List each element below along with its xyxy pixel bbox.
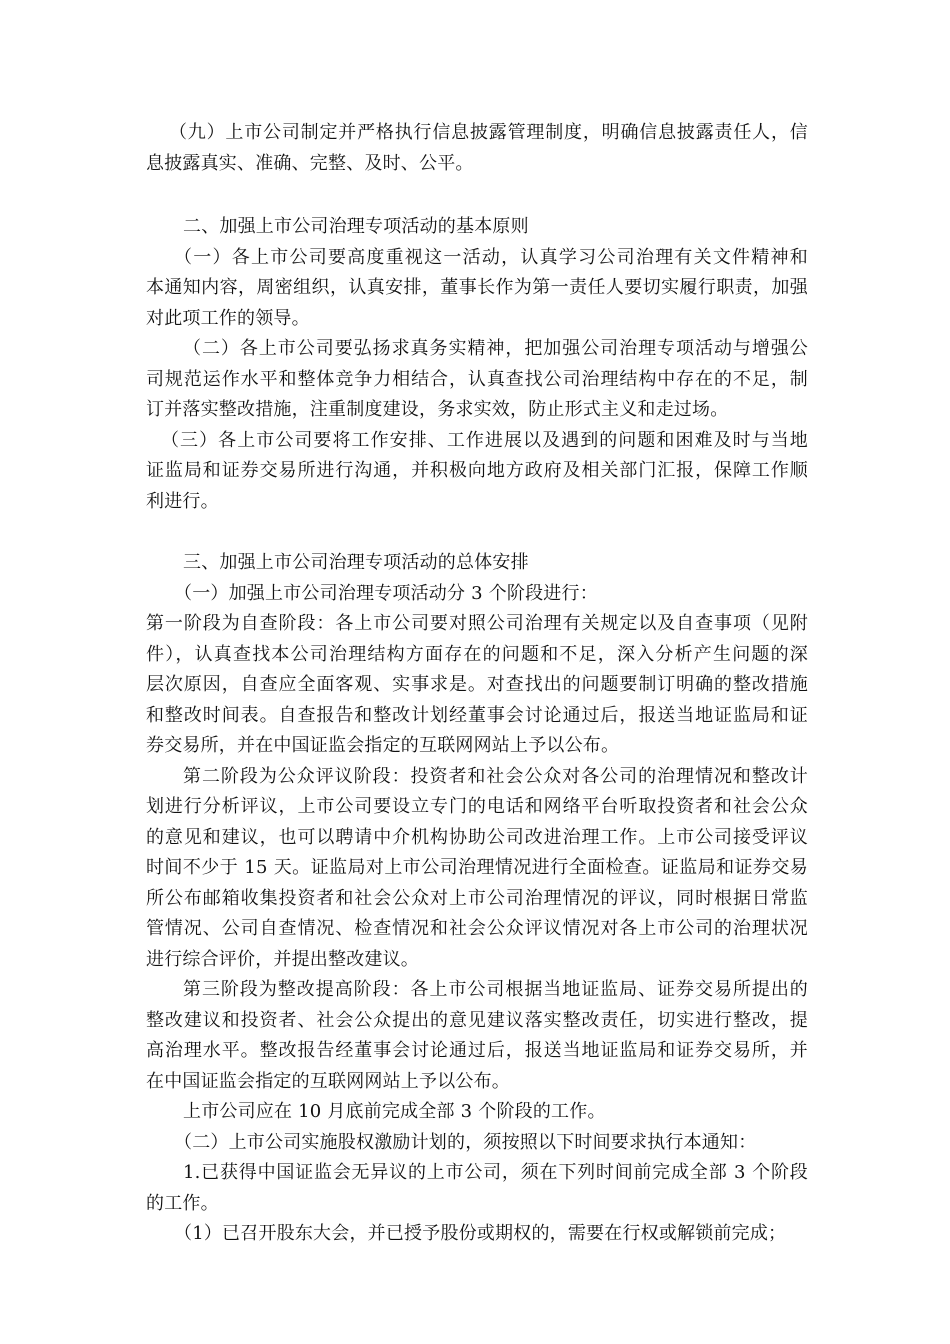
text-line: 进行综合评价，并提出整改建议。 [146, 948, 419, 970]
text-line: （二）上市公司实施股权激励计划的，须按照以下时间要求执行本通知： [174, 1131, 757, 1153]
text-line: 司规范运作水平和整体竞争力相结合，认真查找公司治理结构中存在的不足，制 [146, 368, 808, 390]
text-line: 的工作。 [146, 1192, 219, 1214]
text-line: （二）各上市公司要弘扬求真务实精神，把加强公司治理专项活动与增强公 [183, 338, 808, 359]
paragraph-gap [146, 179, 808, 212]
text-line: 订并落实整改措施，注重制度建设，务求实效，防止形式主义和走过场。 [146, 399, 729, 420]
text-line: 1.已获得中国证监会无异议的上市公司，须在下列时间前完成全部 3 个阶段 [183, 1162, 808, 1183]
text-line: （九）上市公司制定并严格执行信息披露管理制度，明确信息披露责任人，信 [169, 122, 808, 143]
text-line: 息披露真实、准确、完整、及时、公平。 [146, 152, 474, 174]
text-line: 第三阶段为整改提高阶段：各上市公司根据当地证监局、证券交易所提出的 [183, 979, 808, 1000]
paragraph-gap [146, 517, 808, 548]
text-line: （1）已召开股东大会，并已授予股份或期权的，需要在行权或解锁前完成； [174, 1223, 787, 1244]
text-line: 所公布邮箱收集投资者和社会公众对上市公司治理情况的评议，同时根据日常监 [146, 887, 808, 909]
section-heading: 三、加强上市公司治理专项活动的总体安排 [183, 552, 529, 573]
section-heading: 二、加强上市公司治理专项活动的基本原则 [183, 216, 529, 237]
text-line: 对此项工作的领导。 [146, 307, 310, 329]
text-line: 时间不少于 15 天。证监局对上市公司治理情况进行全面检查。证监局和证券交易 [146, 857, 808, 878]
text-line: 层次原因，自查应全面客观、实事求是。对查找出的问题要制订明确的整改措施 [146, 674, 808, 695]
text-line: 本通知内容，周密组织，认真安排，董事长作为第一责任人要切实履行职责，加强 [146, 277, 808, 298]
document-page [146, 118, 808, 1250]
text-line: 券交易所，并在中国证监会指定的互联网网站上予以公布。 [146, 735, 620, 756]
text-line: 的意见和建议，也可以聘请中介机构协助公司改进治理工作。上市公司接受评议 [146, 826, 808, 848]
text-line: 证监局和证券交易所进行沟通，并积极向地方政府及相关部门汇报，保障工作顺 [146, 460, 808, 481]
text-line: 上市公司应在 10 月底前完成全部 3 个阶段的工作。 [183, 1101, 606, 1122]
text-line: 高治理水平。整改报告经董事会讨论通过后，报送当地证监局和证券交易所，并 [146, 1040, 808, 1061]
text-line: 利进行。 [146, 490, 219, 512]
text-line: 管情况、公司自查情况、检查情况和社会公众评议情况对各上市公司的治理状况 [146, 918, 808, 939]
text-line: 第一阶段为自查阶段：各上市公司要对照公司治理有关规定以及自查事项（见附 [146, 613, 808, 634]
text-line: （三）各上市公司要将工作安排、工作进展以及遇到的问题和困难及时与当地 [161, 429, 808, 451]
text-line: 第二阶段为公众评议阶段：投资者和社会公众对各公司的治理情况和整改计 [183, 765, 808, 787]
text-line: 整改建议和投资者、社会公众提出的意见建议落实整改责任，切实进行整改，提 [146, 1009, 808, 1031]
text-line: 和整改时间表。自查报告和整改计划经董事会讨论通过后，报送当地证监局和证 [146, 704, 808, 726]
text-line: 在中国证监会指定的互联网网站上予以公布。 [146, 1070, 510, 1092]
text-line: （一）各上市公司要高度重视这一活动，认真学习公司治理有关文件精神和 [174, 246, 808, 268]
text-line: 件），认真查找本公司治理结构方面存在的问题和不足，深入分析产生问题的深 [146, 643, 808, 665]
text-line: （一）加强上市公司治理专项活动分 3 个阶段进行： [174, 582, 598, 604]
text-line: 划进行分析评议，上市公司要设立专门的电话和网络平台听取投资者和社会公众 [146, 796, 808, 817]
